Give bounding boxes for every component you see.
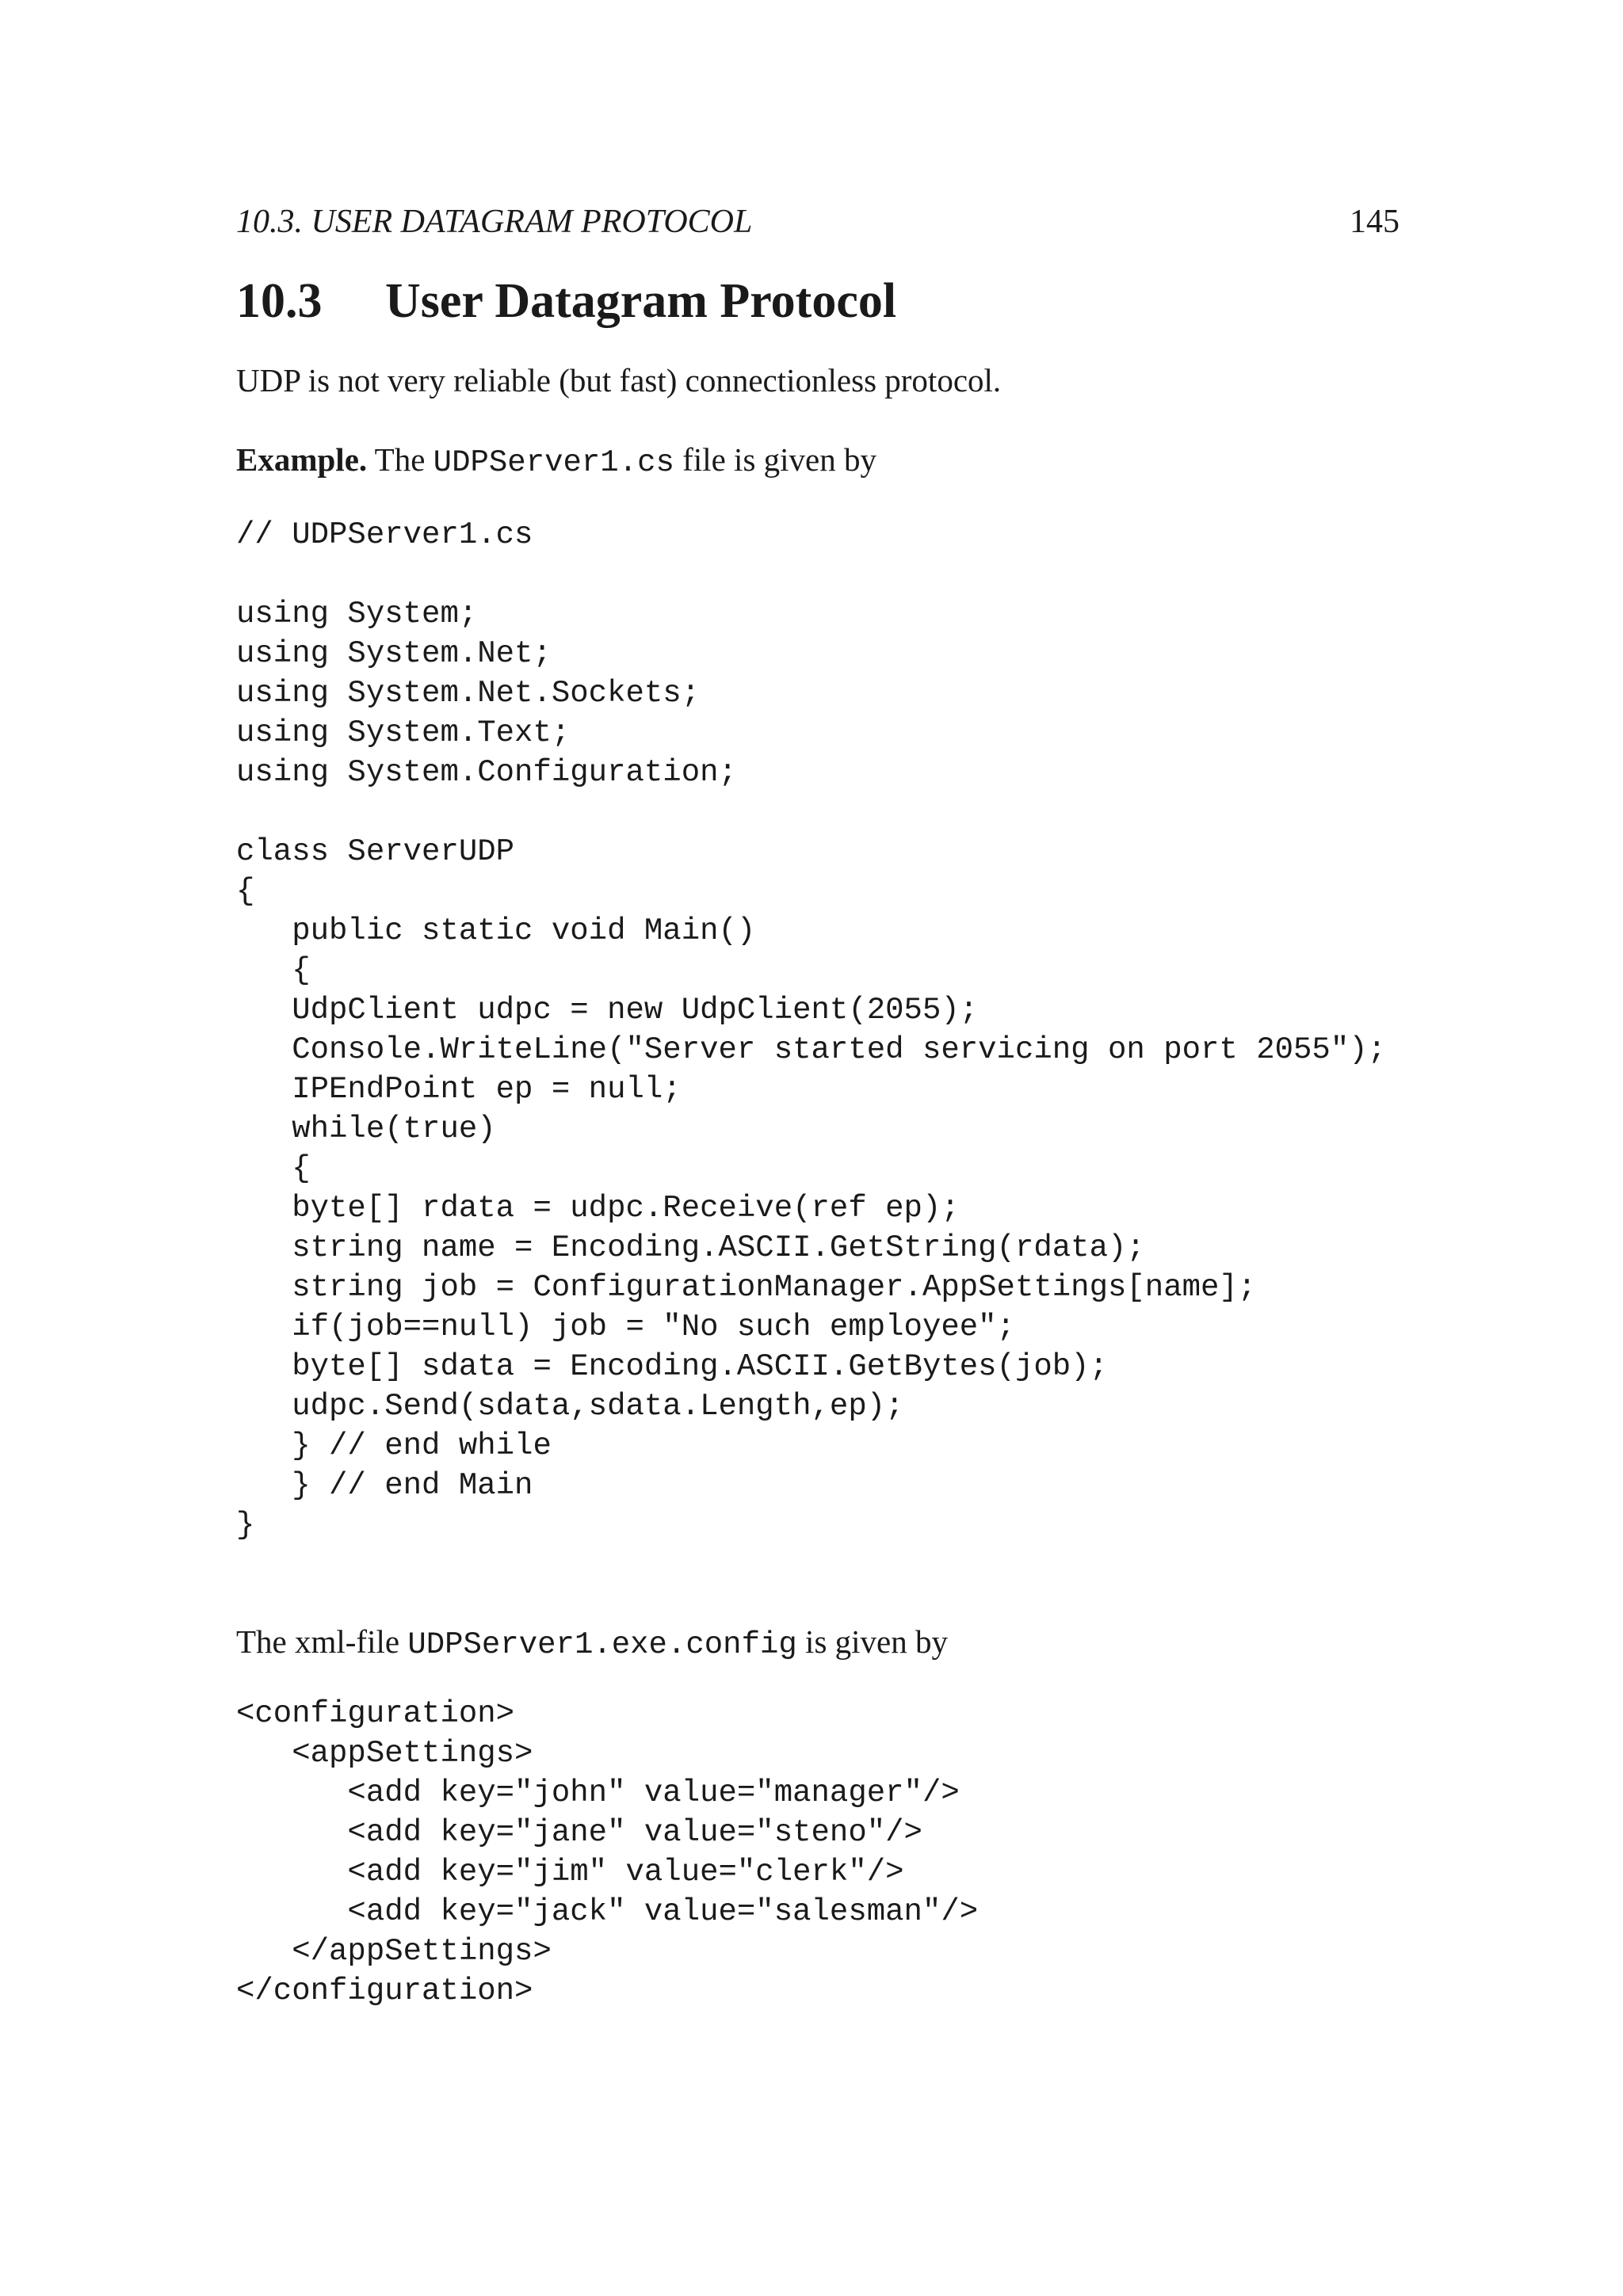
code-line: { (236, 1151, 311, 1186)
code-line: } // end while (236, 1428, 552, 1463)
example-paragraph (236, 437, 876, 485)
config-line: </appSettings> (236, 1934, 552, 1969)
config-line: <add key="jack" value="salesman"/> (236, 1894, 979, 1929)
code-line: byte[] rdata = udpc.Receive(ref ep); (236, 1191, 960, 1226)
config-code-listing (236, 1694, 978, 2011)
xml-intro-paragraph (236, 1619, 948, 1667)
code-line: string job = ConfigurationManager.AppSettings[name]; (236, 1270, 1257, 1305)
code-line: } (236, 1508, 255, 1543)
example-filename: UDPServer1.cs (433, 445, 674, 480)
section-title: User Datagram Protocol (385, 274, 897, 328)
intro-paragraph: UDP is not very reliable (but fast) connectionless protocol. (236, 362, 1002, 399)
code-line: udpc.Send(sdata,sdata.Length,ep); (236, 1389, 904, 1424)
section-number: 10.3 (236, 274, 323, 328)
code-line: using System.Net.Sockets; (236, 676, 701, 711)
code-line: class ServerUDP (236, 834, 515, 869)
config-line: <add key="jane" value="steno"/> (236, 1815, 922, 1850)
code-line: public static void Main() (236, 913, 756, 948)
example-text-after: file is given by (674, 441, 876, 478)
code-line: // UDPServer1.cs (236, 517, 533, 552)
config-line: <configuration> (236, 1696, 515, 1731)
code-line: Console.WriteLine("Server started servicing on port 2055"); (236, 1032, 1387, 1067)
code-line: using System.Net; (236, 636, 552, 671)
server-code-listing (236, 515, 1386, 1545)
xml-intro-text-before: The xml-file (236, 1623, 408, 1660)
code-line: UdpClient udpc = new UdpClient(2055); (236, 993, 979, 1028)
config-line: <appSettings> (236, 1736, 533, 1771)
config-line: <add key="john" value="manager"/> (236, 1775, 960, 1810)
code-line (236, 792, 1386, 832)
code-line (236, 555, 1386, 594)
xml-filename: UDPServer1.exe.config (407, 1627, 797, 1662)
running-header (236, 198, 1400, 246)
config-line: </configuration> (236, 1974, 533, 2008)
code-line: { (236, 953, 311, 988)
section-heading (236, 269, 896, 333)
code-line: { (236, 874, 255, 909)
running-title: 10.3. USER DATAGRAM PROTOCOL (236, 204, 753, 240)
config-line: <add key="jim" value="clerk"/> (236, 1855, 904, 1890)
xml-intro-text-after: is given by (796, 1623, 948, 1660)
code-line: while(true) (236, 1112, 496, 1146)
code-line: using System.Text; (236, 715, 571, 750)
code-line: using System; (236, 597, 478, 631)
code-line: IPEndPoint ep = null; (236, 1072, 682, 1107)
code-line: using System.Configuration; (236, 755, 737, 790)
code-line: byte[] sdata = Encoding.ASCII.GetBytes(job); (236, 1349, 1108, 1384)
example-label: Example. (236, 441, 368, 478)
example-text-before: The (367, 441, 433, 478)
code-line: if(job==null) job = "No such employee"; (236, 1310, 1015, 1344)
code-line: string name = Encoding.ASCII.GetString(rdata); (236, 1230, 1145, 1265)
code-line: } // end Main (236, 1468, 533, 1503)
page-number: 145 (1350, 204, 1400, 240)
